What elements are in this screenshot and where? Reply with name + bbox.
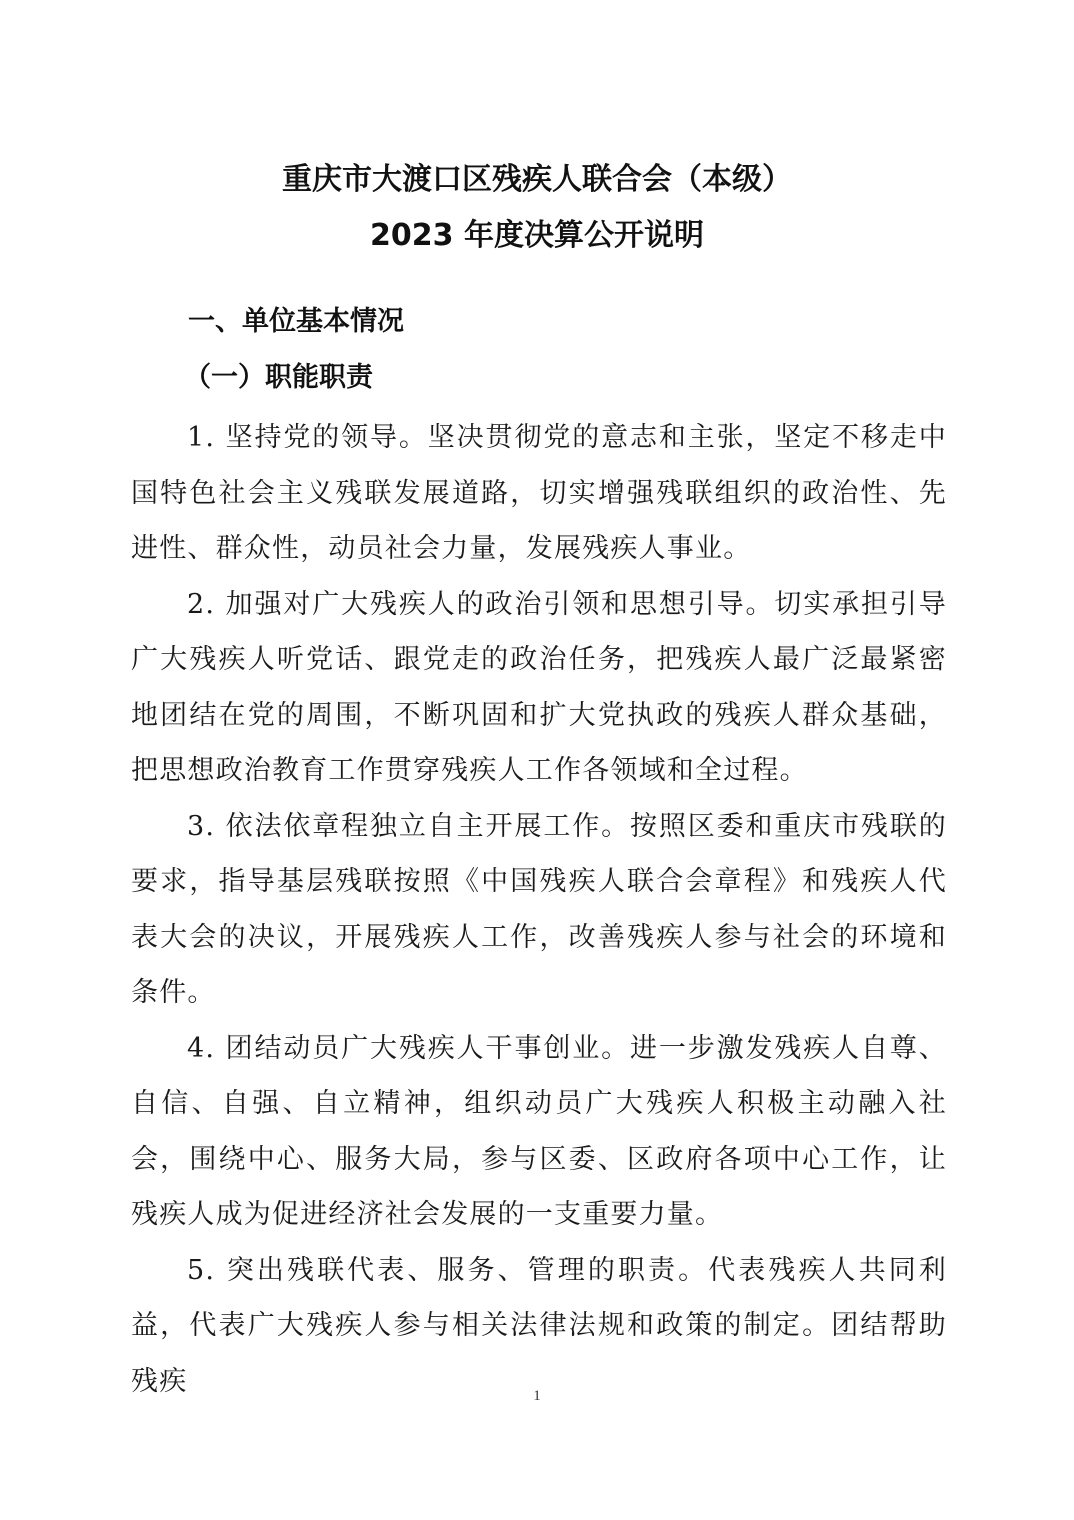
paragraph-3: 3. 依法依章程独立自主开展工作。按照区委和重庆市残联的要求，指导基层残联按照《中国残疾人联合会章程》和残疾人代表大会的决议，开展残疾人工作，改善残疾人参与社会的环境和条件。 xyxy=(131,810,947,1008)
paragraph-4: 4. 团结动员广大残疾人干事创业。进一步激发残疾人自尊、自信、自强、自立精神，组织动员广大残疾人积极主动融入社会，围绕中心、服务大局，参与区委、区政府各项中心工作，让残疾人成为促进经济社会发展的一支重要力量。 xyxy=(131,1032,947,1230)
paragraph-2: 2. 加强对广大残疾人的政治引领和思想引导。切实承担引导广大残疾人听党话、跟党走的政治任务，把残疾人最广泛最紧密地团结在党的周围，不断巩固和扩大党执政的残疾人群众基础，把思想政治教育工作贯穿残疾人工作各领域和全过程。 xyxy=(131,588,947,786)
document-title xyxy=(0,152,1074,264)
paragraph-5: 5. 突出残联代表、服务、管理的职责。代表残疾人共同利益，代表广大残疾人参与相关法律法规和政策的制定。团结帮助残疾 xyxy=(131,1254,947,1397)
page-number: 1 xyxy=(533,1388,541,1404)
body-text xyxy=(131,410,947,1409)
paragraph-1: 1. 坚持党的领导。坚决贯彻党的意志和主张，坚定不移走中国特色社会主义残联发展道路，切实增强残联组织的政治性、先进性、群众性，动员社会力量，发展残疾人事业。 xyxy=(131,422,947,564)
title-line-2: 2023 年度决算公开说明 xyxy=(370,218,704,253)
subsection-heading-duties: （一）职能职责 xyxy=(184,362,373,393)
title-line-1: 重庆市大渡口区残疾人联合会（本级） xyxy=(282,162,792,197)
section-heading-basic-info: 一、单位基本情况 xyxy=(188,306,404,337)
